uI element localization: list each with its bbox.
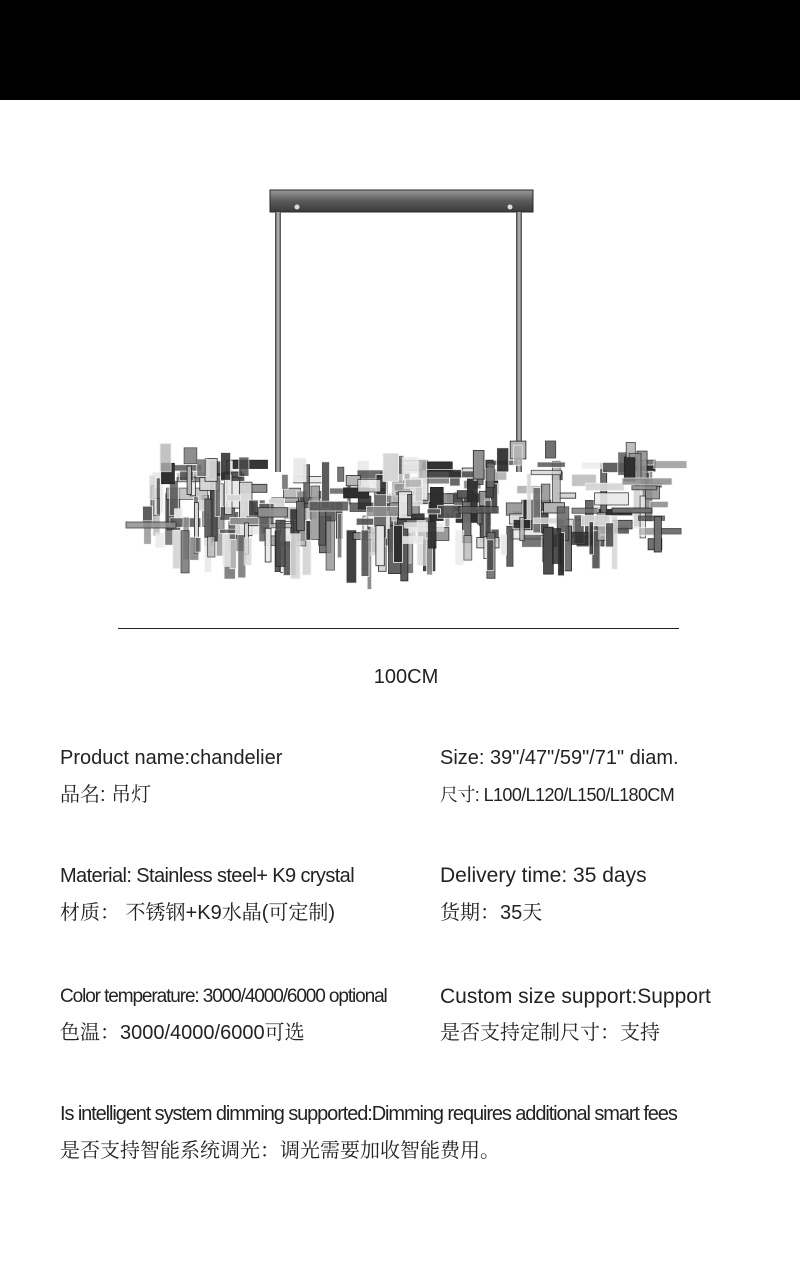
- product-name-zh: 品名: 吊灯: [60, 784, 152, 806]
- ceiling-canopy: [270, 190, 533, 212]
- color-temperature-en: Color temperature: 3000/4000/6000 optional: [60, 986, 387, 1007]
- material-en: Material: Stainless steel+ K9 crystal: [60, 865, 355, 887]
- dimension-label: 100CM: [373, 666, 439, 688]
- dimension-line: [118, 628, 679, 629]
- size-en: Size: 39"/47"/59"/71" diam.: [440, 747, 679, 769]
- delivery-zh: 货期：35天: [440, 902, 543, 924]
- chandelier-product-image: [0, 150, 800, 600]
- dimming-zh: 是否支持智能系统调光：调光需要加收智能费用。: [60, 1140, 500, 1162]
- custom-size-zh: 是否支持定制尺寸：支持: [440, 1022, 660, 1044]
- top-black-band: [0, 0, 800, 100]
- product-name-en: Product name:chandelier: [60, 747, 283, 769]
- material-zh: 材质： 不锈钢+K9水晶(可定制): [60, 902, 336, 924]
- color-temperature-zh: 色温：3000/4000/6000可选: [60, 1022, 305, 1044]
- delivery-en: Delivery time: 35 days: [440, 864, 647, 887]
- suspension-rod-right: [516, 212, 522, 472]
- size-zh: 尺寸: L100/L120/L150/L180CM: [440, 785, 675, 805]
- crystal-cluster: [126, 441, 687, 589]
- custom-size-en: Custom size support:Support: [440, 985, 711, 1008]
- dimming-en: Is intelligent system dimming supported:Dimming requires additional smart fees: [60, 1103, 677, 1125]
- suspension-rod-left: [275, 212, 281, 472]
